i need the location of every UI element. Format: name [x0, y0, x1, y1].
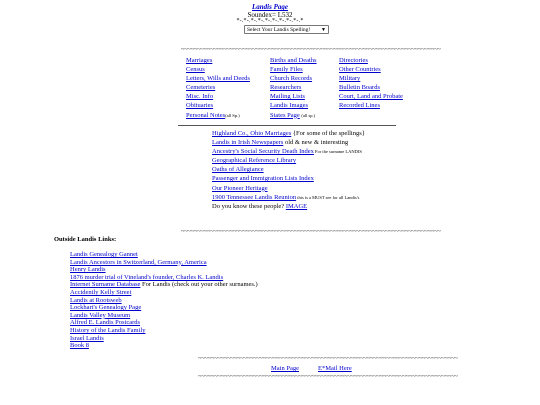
link-irish-newspapers[interactable]: Landis in Irish Newspapers: [212, 139, 284, 147]
outside-link[interactable]: Landis Valley Museum: [70, 311, 131, 319]
tilde-divider-footer-bottom: ~~~~~~~~~~~~~~~~~~~~~~~~~~~~~~~~~~~~~~~~~~~~~~~~~~~~~~~~~~~~~~~~~~~~~~~~~~~~~~~~: [198, 374, 458, 380]
link-personal-notes[interactable]: Personal Notes: [186, 111, 226, 119]
email-link[interactable]: E*Mail Here: [318, 365, 352, 372]
states-page-note: (all sp.): [301, 112, 316, 118]
spelling-select[interactable]: [244, 25, 329, 34]
outside-link[interactable]: Landis Ancestors in Switzerland, Germany, America: [70, 258, 207, 266]
chevron-down-icon: ▼: [321, 28, 326, 33]
main-page-link[interactable]: Main Page: [271, 365, 299, 372]
link-court-land-probate[interactable]: Court, Land and Probate: [339, 93, 403, 101]
outside-link[interactable]: Israel Landis: [70, 334, 104, 342]
outside-links-list: [70, 251, 258, 350]
outside-link[interactable]: Alfred E. Landis Postcards: [70, 319, 141, 327]
link-bulletin-boards[interactable]: Bulletin Boards: [339, 84, 380, 92]
link-cemeteries[interactable]: Cemeteries: [186, 84, 216, 92]
links-column-1: [186, 56, 250, 120]
link-church-records[interactable]: Church Records: [270, 75, 313, 83]
know-these-people: Do you know these people?: [212, 202, 286, 210]
outside-link[interactable]: Internet Surname Database: [70, 281, 141, 289]
link-directories[interactable]: Directories: [339, 57, 368, 64]
highland-note: {For some of the spellings}: [291, 130, 365, 137]
link-highland-marriages[interactable]: Highland Co., Ohio Marriages: [212, 130, 292, 137]
link-mailing-lists[interactable]: Mailing Lists: [270, 93, 305, 101]
links-column-3: [339, 56, 403, 111]
link-letters-wills-deeds[interactable]: Letters, Wills and Deeds: [186, 75, 250, 83]
tilde-divider-middle: ~~~~~~~~~~~~~~~~~~~~~~~~~~~~~~~~~~~~~~~~~~~~~~~~~~~~~~~~~~~~~~~~~~~~~~~~~~~~~~~~: [181, 229, 441, 235]
link-census[interactable]: Census: [186, 66, 205, 74]
outside-link[interactable]: Lockhart's Genealogy Page: [70, 304, 142, 312]
link-births-deaths[interactable]: Births and Deaths: [270, 57, 317, 64]
tilde-divider-top: ~~~~~~~~~~~~~~~~~~~~~~~~~~~~~~~~~~~~~~~~~~~~~~~~~~~~~~~~~~~~~~~~~~~~~~~~~~~~~~~~: [181, 47, 441, 53]
outside-link[interactable]: Accidently Kelly Street: [70, 288, 132, 296]
tilde-divider-footer-top: ~~~~~~~~~~~~~~~~~~~~~~~~~~~~~~~~~~~~~~~~~~~~~~~~~~~~~~~~~~~~~~~~~~~~~~~~~~~~~~~~: [198, 356, 458, 362]
star-divider: *-.*-.*-.*-.*-.*-.*-.*-.*-.*: [236, 18, 304, 24]
link-misc-info[interactable]: Misc. Info: [186, 93, 214, 101]
link-recorded-lines[interactable]: Recorded Lines: [339, 102, 380, 110]
link-marriages[interactable]: Marriages: [186, 57, 213, 64]
links-column-2: [270, 56, 317, 120]
link-obituaries[interactable]: Obituaries: [186, 102, 214, 110]
link-passenger-lists[interactable]: Passenger and Immigration Lists Index: [212, 175, 314, 183]
outside-link[interactable]: Landis at Rootsweb: [70, 296, 122, 304]
spelling-select-value: Select Your Landis Spelling!: [247, 27, 311, 33]
reunion-note: this is a MUST see for all Landis's: [296, 194, 360, 200]
outside-link[interactable]: Henry Landis: [70, 266, 106, 274]
link-states-page[interactable]: States Page: [270, 111, 300, 119]
link-landis-images[interactable]: Landis Images: [270, 102, 309, 110]
link-oaths[interactable]: Oaths of Allegiance: [212, 166, 264, 174]
outside-link[interactable]: Book 8: [70, 342, 89, 350]
resource-links: [212, 129, 365, 211]
page-title[interactable]: [0, 3, 540, 11]
link-military[interactable]: Military: [339, 75, 361, 83]
link-other-countries[interactable]: Other Countries: [339, 66, 381, 74]
irish-note: old & new & interesting: [283, 139, 349, 147]
divider-line: [178, 125, 396, 126]
link-geographical-library[interactable]: Geographical Reference Library: [212, 157, 297, 165]
surname-note: For Landis (check out your other surnames.): [140, 281, 258, 289]
outside-link[interactable]: 1876 murder trial of Vineland's founder, Charles K. Landis: [70, 273, 224, 281]
ssdi-note: For the surname LANDIS: [313, 149, 362, 155]
link-researchers[interactable]: Researchers: [270, 84, 302, 92]
outside-links-heading: Outside Landis Links:: [54, 236, 117, 243]
link-family-files[interactable]: Family Files: [270, 66, 303, 74]
outside-link[interactable]: Landis Genealogy Gannet: [70, 251, 138, 258]
link-tennessee-reunion[interactable]: 1900 Tennessee Landis Reunion: [212, 193, 297, 201]
link-ssdi[interactable]: Ancestry's Social Security Death Index: [212, 148, 314, 156]
personal-notes-note: (all Sp.): [225, 112, 240, 118]
footer-main-page[interactable]: [271, 365, 299, 372]
link-pioneer-heritage[interactable]: Our Pioneer Heritage: [212, 184, 268, 192]
soundex-code: Soundex= L532: [247, 11, 293, 19]
link-image[interactable]: IMAGE: [285, 202, 308, 210]
outside-link[interactable]: History of the Landis Family: [70, 326, 146, 334]
footer-email[interactable]: [318, 365, 352, 372]
page-title-link[interactable]: Landis Page: [252, 3, 288, 11]
